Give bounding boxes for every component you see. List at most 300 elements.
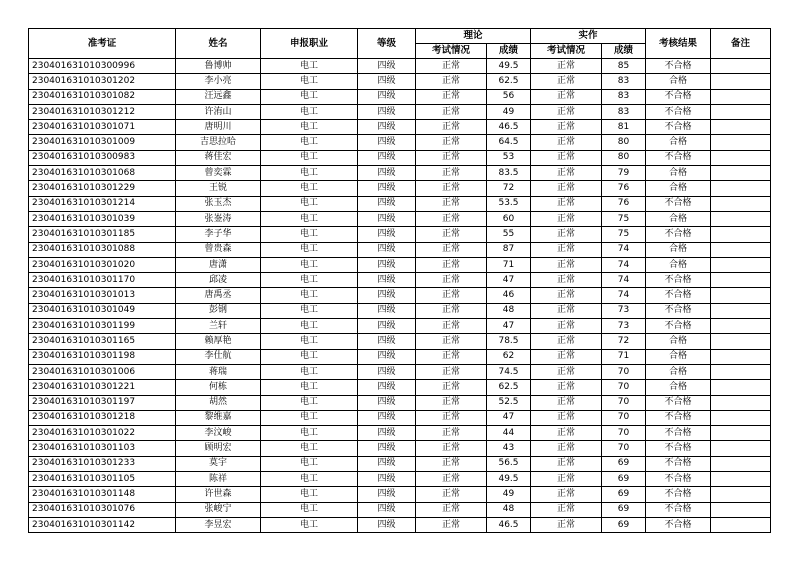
cell-job: 电工 xyxy=(261,349,358,364)
cell-name: 李小亮 xyxy=(176,74,261,89)
cell-theory-status: 正常 xyxy=(416,135,487,150)
header-level: 等级 xyxy=(358,29,416,59)
cell-theory-status: 正常 xyxy=(416,395,487,410)
cell-practice-status: 正常 xyxy=(531,441,602,456)
cell-id: 230401631010301020 xyxy=(29,257,176,272)
cell-practice-status: 正常 xyxy=(531,257,602,272)
table-row xyxy=(29,303,771,318)
cell-job: 电工 xyxy=(261,120,358,135)
cell-practice-status: 正常 xyxy=(531,456,602,471)
cell-remark xyxy=(711,303,771,318)
cell-name: 蒋瑞 xyxy=(176,364,261,379)
cell-result: 合格 xyxy=(646,380,711,395)
header-practice-score: 成绩 xyxy=(602,44,646,59)
cell-theory-status: 正常 xyxy=(416,104,487,119)
table-row xyxy=(29,380,771,395)
table-row xyxy=(29,89,771,104)
table-row xyxy=(29,502,771,517)
cell-name: 汪远鑫 xyxy=(176,89,261,104)
cell-theory-score: 46.5 xyxy=(487,517,531,532)
cell-result: 合格 xyxy=(646,181,711,196)
cell-theory-score: 83.5 xyxy=(487,166,531,181)
cell-remark xyxy=(711,395,771,410)
cell-result: 不合格 xyxy=(646,227,711,242)
cell-remark xyxy=(711,257,771,272)
cell-level: 四级 xyxy=(358,395,416,410)
cell-level: 四级 xyxy=(358,273,416,288)
cell-name: 何栋 xyxy=(176,380,261,395)
cell-theory-status: 正常 xyxy=(416,502,487,517)
cell-theory-status: 正常 xyxy=(416,227,487,242)
cell-theory-score: 52.5 xyxy=(487,395,531,410)
cell-result: 不合格 xyxy=(646,441,711,456)
cell-level: 四级 xyxy=(358,380,416,395)
cell-job: 电工 xyxy=(261,135,358,150)
cell-id: 230401631010300996 xyxy=(29,59,176,74)
cell-theory-score: 55 xyxy=(487,227,531,242)
cell-practice-status: 正常 xyxy=(531,349,602,364)
cell-job: 电工 xyxy=(261,288,358,303)
cell-level: 四级 xyxy=(358,135,416,150)
cell-name: 李仕航 xyxy=(176,349,261,364)
cell-name: 胡然 xyxy=(176,395,261,410)
cell-theory-status: 正常 xyxy=(416,517,487,532)
cell-theory-status: 正常 xyxy=(416,120,487,135)
cell-practice-score: 70 xyxy=(602,426,646,441)
table-row xyxy=(29,517,771,532)
table-row xyxy=(29,364,771,379)
cell-practice-status: 正常 xyxy=(531,181,602,196)
cell-name: 唐明川 xyxy=(176,120,261,135)
cell-id: 230401631010301071 xyxy=(29,120,176,135)
cell-theory-status: 正常 xyxy=(416,487,487,502)
cell-name: 黎维嘉 xyxy=(176,410,261,425)
table-row xyxy=(29,441,771,456)
cell-practice-score: 83 xyxy=(602,104,646,119)
cell-theory-score: 78.5 xyxy=(487,334,531,349)
cell-id: 230401631010301013 xyxy=(29,288,176,303)
cell-id: 230401631010301165 xyxy=(29,334,176,349)
cell-theory-score: 53.5 xyxy=(487,196,531,211)
cell-job: 电工 xyxy=(261,257,358,272)
cell-result: 不合格 xyxy=(646,288,711,303)
cell-remark xyxy=(711,472,771,487)
cell-level: 四级 xyxy=(358,211,416,226)
cell-name: 莫宇 xyxy=(176,456,261,471)
cell-level: 四级 xyxy=(358,517,416,532)
cell-result: 不合格 xyxy=(646,456,711,471)
cell-theory-score: 74.5 xyxy=(487,364,531,379)
cell-practice-status: 正常 xyxy=(531,364,602,379)
cell-practice-status: 正常 xyxy=(531,59,602,74)
cell-job: 电工 xyxy=(261,59,358,74)
cell-remark xyxy=(711,181,771,196)
cell-theory-score: 46 xyxy=(487,288,531,303)
table-row xyxy=(29,273,771,288)
table-row xyxy=(29,472,771,487)
cell-theory-score: 47 xyxy=(487,273,531,288)
cell-remark xyxy=(711,441,771,456)
cell-practice-score: 69 xyxy=(602,487,646,502)
cell-level: 四级 xyxy=(358,303,416,318)
table-row xyxy=(29,166,771,181)
cell-practice-status: 正常 xyxy=(531,166,602,181)
cell-name: 顾明宏 xyxy=(176,441,261,456)
cell-job: 电工 xyxy=(261,273,358,288)
cell-theory-status: 正常 xyxy=(416,364,487,379)
cell-remark xyxy=(711,456,771,471)
cell-id: 230401631010301105 xyxy=(29,472,176,487)
cell-theory-score: 48 xyxy=(487,502,531,517)
cell-id: 230401631010301218 xyxy=(29,410,176,425)
cell-level: 四级 xyxy=(358,120,416,135)
cell-theory-status: 正常 xyxy=(416,441,487,456)
cell-practice-status: 正常 xyxy=(531,196,602,211)
cell-result: 合格 xyxy=(646,364,711,379)
cell-remark xyxy=(711,166,771,181)
cell-remark xyxy=(711,135,771,150)
cell-id: 230401631010301185 xyxy=(29,227,176,242)
cell-result: 不合格 xyxy=(646,472,711,487)
cell-remark xyxy=(711,74,771,89)
cell-level: 四级 xyxy=(358,487,416,502)
cell-result: 合格 xyxy=(646,135,711,150)
header-remark: 备注 xyxy=(711,29,771,59)
header-job: 申报职业 xyxy=(261,29,358,59)
cell-id: 230401631010300983 xyxy=(29,150,176,165)
cell-theory-status: 正常 xyxy=(416,257,487,272)
cell-practice-status: 正常 xyxy=(531,89,602,104)
cell-practice-status: 正常 xyxy=(531,303,602,318)
cell-practice-score: 74 xyxy=(602,288,646,303)
cell-result: 不合格 xyxy=(646,487,711,502)
cell-result: 不合格 xyxy=(646,104,711,119)
cell-level: 四级 xyxy=(358,89,416,104)
cell-job: 电工 xyxy=(261,150,358,165)
header-theory: 理论 xyxy=(416,29,531,44)
cell-job: 电工 xyxy=(261,487,358,502)
table-row xyxy=(29,181,771,196)
cell-level: 四级 xyxy=(358,288,416,303)
cell-remark xyxy=(711,150,771,165)
cell-result: 不合格 xyxy=(646,196,711,211)
cell-practice-status: 正常 xyxy=(531,380,602,395)
cell-job: 电工 xyxy=(261,89,358,104)
cell-theory-score: 48 xyxy=(487,303,531,318)
cell-name: 蒋佳宏 xyxy=(176,150,261,165)
cell-result: 不合格 xyxy=(646,319,711,334)
table-row xyxy=(29,426,771,441)
cell-name: 王锐 xyxy=(176,181,261,196)
table-row xyxy=(29,410,771,425)
cell-practice-score: 75 xyxy=(602,227,646,242)
cell-remark xyxy=(711,349,771,364)
cell-theory-status: 正常 xyxy=(416,349,487,364)
cell-theory-status: 正常 xyxy=(416,242,487,257)
cell-practice-score: 74 xyxy=(602,242,646,257)
table-row xyxy=(29,120,771,135)
cell-practice-score: 73 xyxy=(602,319,646,334)
cell-theory-status: 正常 xyxy=(416,334,487,349)
cell-level: 四级 xyxy=(358,104,416,119)
cell-result: 不合格 xyxy=(646,303,711,318)
cell-job: 电工 xyxy=(261,517,358,532)
cell-theory-status: 正常 xyxy=(416,74,487,89)
cell-practice-status: 正常 xyxy=(531,502,602,517)
cell-theory-score: 60 xyxy=(487,211,531,226)
cell-result: 合格 xyxy=(646,349,711,364)
cell-id: 230401631010301233 xyxy=(29,456,176,471)
cell-practice-status: 正常 xyxy=(531,211,602,226)
cell-theory-status: 正常 xyxy=(416,59,487,74)
cell-level: 四级 xyxy=(358,150,416,165)
cell-id: 230401631010301068 xyxy=(29,166,176,181)
cell-theory-status: 正常 xyxy=(416,288,487,303)
cell-theory-score: 62.5 xyxy=(487,74,531,89)
cell-level: 四级 xyxy=(358,242,416,257)
cell-remark xyxy=(711,426,771,441)
cell-id: 230401631010301221 xyxy=(29,380,176,395)
cell-id: 230401631010301006 xyxy=(29,364,176,379)
cell-practice-status: 正常 xyxy=(531,395,602,410)
cell-theory-status: 正常 xyxy=(416,380,487,395)
cell-id: 230401631010301199 xyxy=(29,319,176,334)
cell-id: 230401631010301198 xyxy=(29,349,176,364)
cell-practice-score: 80 xyxy=(602,135,646,150)
cell-practice-status: 正常 xyxy=(531,517,602,532)
header-theory-status: 考试情况 xyxy=(416,44,487,59)
cell-practice-score: 75 xyxy=(602,211,646,226)
table-row xyxy=(29,150,771,165)
cell-result: 不合格 xyxy=(646,395,711,410)
cell-practice-score: 79 xyxy=(602,166,646,181)
cell-remark xyxy=(711,380,771,395)
table-row xyxy=(29,104,771,119)
table-row xyxy=(29,319,771,334)
cell-job: 电工 xyxy=(261,334,358,349)
cell-theory-status: 正常 xyxy=(416,426,487,441)
cell-theory-status: 正常 xyxy=(416,196,487,211)
cell-theory-status: 正常 xyxy=(416,273,487,288)
cell-level: 四级 xyxy=(358,181,416,196)
cell-practice-status: 正常 xyxy=(531,120,602,135)
cell-result: 不合格 xyxy=(646,410,711,425)
cell-remark xyxy=(711,319,771,334)
cell-remark xyxy=(711,196,771,211)
cell-remark xyxy=(711,242,771,257)
cell-remark xyxy=(711,120,771,135)
cell-practice-score: 74 xyxy=(602,257,646,272)
cell-practice-status: 正常 xyxy=(531,472,602,487)
cell-id: 230401631010301082 xyxy=(29,89,176,104)
cell-practice-score: 73 xyxy=(602,303,646,318)
cell-level: 四级 xyxy=(358,410,416,425)
cell-level: 四级 xyxy=(358,456,416,471)
cell-job: 电工 xyxy=(261,166,358,181)
table-row xyxy=(29,59,771,74)
cell-name: 曾奕霖 xyxy=(176,166,261,181)
header-name: 姓名 xyxy=(176,29,261,59)
cell-practice-score: 76 xyxy=(602,181,646,196)
cell-remark xyxy=(711,227,771,242)
cell-name: 彭钢 xyxy=(176,303,261,318)
table-body xyxy=(29,59,771,533)
cell-name: 吉思拉哈 xyxy=(176,135,261,150)
cell-job: 电工 xyxy=(261,303,358,318)
cell-practice-status: 正常 xyxy=(531,74,602,89)
header-result: 考核结果 xyxy=(646,29,711,59)
cell-theory-score: 53 xyxy=(487,150,531,165)
cell-theory-score: 62 xyxy=(487,349,531,364)
cell-practice-score: 74 xyxy=(602,273,646,288)
cell-practice-score: 69 xyxy=(602,517,646,532)
cell-result: 合格 xyxy=(646,334,711,349)
cell-level: 四级 xyxy=(358,349,416,364)
cell-id: 230401631010301229 xyxy=(29,181,176,196)
cell-theory-score: 47 xyxy=(487,319,531,334)
cell-result: 不合格 xyxy=(646,59,711,74)
cell-practice-status: 正常 xyxy=(531,135,602,150)
cell-job: 电工 xyxy=(261,395,358,410)
table-row xyxy=(29,487,771,502)
cell-id: 230401631010301202 xyxy=(29,74,176,89)
cell-practice-status: 正常 xyxy=(531,426,602,441)
cell-remark xyxy=(711,104,771,119)
cell-remark xyxy=(711,364,771,379)
cell-level: 四级 xyxy=(358,166,416,181)
cell-practice-status: 正常 xyxy=(531,487,602,502)
header-practice-status: 考试情况 xyxy=(531,44,602,59)
table-row xyxy=(29,74,771,89)
cell-practice-status: 正常 xyxy=(531,242,602,257)
cell-id: 230401631010301170 xyxy=(29,273,176,288)
cell-level: 四级 xyxy=(358,227,416,242)
cell-practice-score: 72 xyxy=(602,334,646,349)
table-header xyxy=(29,29,771,59)
cell-practice-status: 正常 xyxy=(531,227,602,242)
cell-theory-score: 49 xyxy=(487,104,531,119)
cell-name: 张峻宁 xyxy=(176,502,261,517)
cell-practice-status: 正常 xyxy=(531,273,602,288)
cell-remark xyxy=(711,487,771,502)
cell-level: 四级 xyxy=(358,426,416,441)
cell-job: 电工 xyxy=(261,242,358,257)
cell-remark xyxy=(711,502,771,517)
cell-name: 李汶峻 xyxy=(176,426,261,441)
cell-theory-status: 正常 xyxy=(416,472,487,487)
cell-practice-score: 70 xyxy=(602,441,646,456)
cell-level: 四级 xyxy=(358,74,416,89)
cell-level: 四级 xyxy=(358,319,416,334)
cell-theory-score: 56 xyxy=(487,89,531,104)
cell-theory-status: 正常 xyxy=(416,150,487,165)
cell-name: 邱凌 xyxy=(176,273,261,288)
cell-practice-status: 正常 xyxy=(531,104,602,119)
table-row xyxy=(29,257,771,272)
cell-id: 230401631010301214 xyxy=(29,196,176,211)
cell-theory-score: 47 xyxy=(487,410,531,425)
cell-result: 不合格 xyxy=(646,89,711,104)
cell-job: 电工 xyxy=(261,104,358,119)
cell-level: 四级 xyxy=(358,334,416,349)
table-row xyxy=(29,135,771,150)
cell-practice-score: 70 xyxy=(602,395,646,410)
cell-level: 四级 xyxy=(358,472,416,487)
cell-result: 合格 xyxy=(646,257,711,272)
cell-id: 230401631010301076 xyxy=(29,502,176,517)
cell-remark xyxy=(711,517,771,532)
cell-theory-score: 49.5 xyxy=(487,59,531,74)
cell-theory-score: 44 xyxy=(487,426,531,441)
cell-practice-score: 70 xyxy=(602,380,646,395)
cell-job: 电工 xyxy=(261,410,358,425)
cell-job: 电工 xyxy=(261,181,358,196)
cell-remark xyxy=(711,273,771,288)
cell-theory-score: 49.5 xyxy=(487,472,531,487)
cell-id: 230401631010301009 xyxy=(29,135,176,150)
cell-theory-score: 46.5 xyxy=(487,120,531,135)
cell-theory-score: 43 xyxy=(487,441,531,456)
cell-name: 唐潇 xyxy=(176,257,261,272)
cell-id: 230401631010301212 xyxy=(29,104,176,119)
cell-practice-score: 85 xyxy=(602,59,646,74)
cell-practice-score: 76 xyxy=(602,196,646,211)
cell-name: 鲁博帅 xyxy=(176,59,261,74)
cell-result: 不合格 xyxy=(646,150,711,165)
cell-job: 电工 xyxy=(261,441,358,456)
cell-theory-status: 正常 xyxy=(416,319,487,334)
cell-job: 电工 xyxy=(261,319,358,334)
cell-remark xyxy=(711,334,771,349)
cell-practice-score: 83 xyxy=(602,89,646,104)
cell-job: 电工 xyxy=(261,502,358,517)
cell-theory-status: 正常 xyxy=(416,303,487,318)
cell-theory-status: 正常 xyxy=(416,456,487,471)
cell-practice-score: 81 xyxy=(602,120,646,135)
cell-level: 四级 xyxy=(358,59,416,74)
cell-id: 230401631010301103 xyxy=(29,441,176,456)
cell-theory-score: 64.5 xyxy=(487,135,531,150)
cell-theory-score: 56.5 xyxy=(487,456,531,471)
header-id: 准考证 xyxy=(29,29,176,59)
cell-job: 电工 xyxy=(261,456,358,471)
cell-name: 许洧山 xyxy=(176,104,261,119)
cell-theory-status: 正常 xyxy=(416,89,487,104)
cell-level: 四级 xyxy=(358,441,416,456)
table-row xyxy=(29,395,771,410)
table-row xyxy=(29,211,771,226)
cell-remark xyxy=(711,59,771,74)
table-row xyxy=(29,242,771,257)
cell-id: 230401631010301088 xyxy=(29,242,176,257)
cell-job: 电工 xyxy=(261,196,358,211)
cell-theory-score: 71 xyxy=(487,257,531,272)
cell-name: 曾贵森 xyxy=(176,242,261,257)
table-row xyxy=(29,456,771,471)
cell-job: 电工 xyxy=(261,472,358,487)
cell-id: 230401631010301022 xyxy=(29,426,176,441)
cell-practice-score: 70 xyxy=(602,410,646,425)
cell-job: 电工 xyxy=(261,227,358,242)
cell-practice-status: 正常 xyxy=(531,410,602,425)
cell-level: 四级 xyxy=(358,364,416,379)
table-row xyxy=(29,334,771,349)
header-theory-score: 成绩 xyxy=(487,44,531,59)
cell-result: 合格 xyxy=(646,211,711,226)
cell-id: 230401631010301197 xyxy=(29,395,176,410)
cell-name: 李子华 xyxy=(176,227,261,242)
cell-result: 不合格 xyxy=(646,517,711,532)
